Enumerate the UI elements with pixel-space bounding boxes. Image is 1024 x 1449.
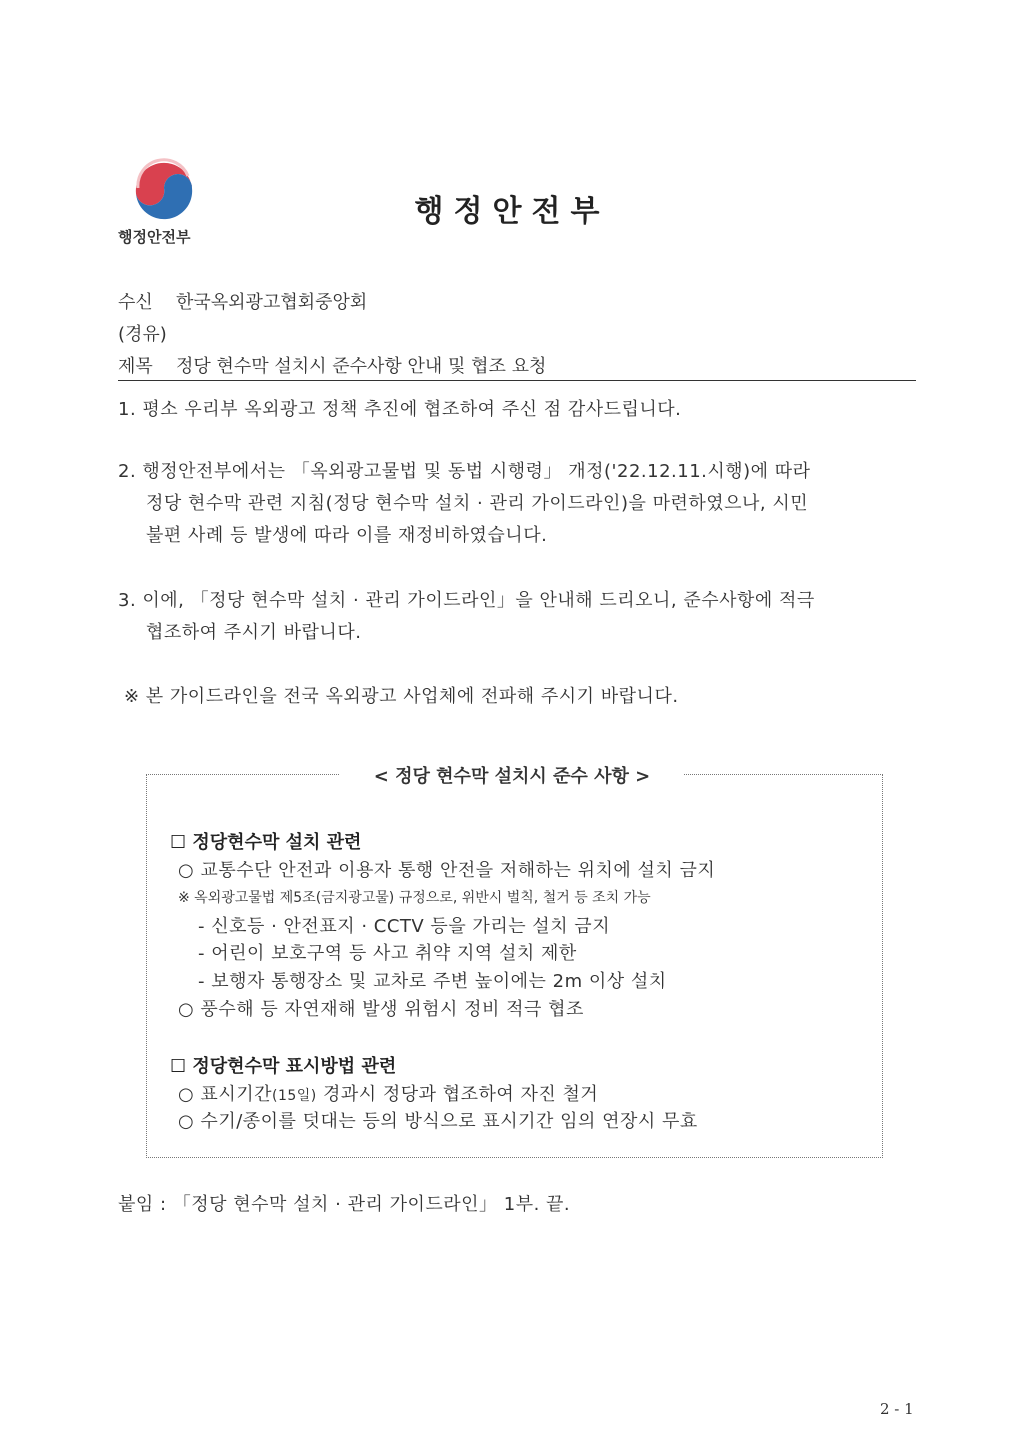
attachment-line: 붙임 : 「정당 현수막 설치 · 관리 가이드라인」 1부. 끝. — [118, 1194, 571, 1215]
section-installation-dash-1: - 신호등 · 안전표지 · CCTV 등을 가리는 설치 금지 — [198, 916, 611, 937]
via-line: (경유) — [118, 324, 167, 345]
dissemination-note: ※ 본 가이드라인을 전국 옥외광고 사업체에 전파해 주시기 바랍니다. — [124, 686, 679, 707]
subject-line — [118, 352, 546, 378]
section-installation-item-1: ○ 교통수단 안전과 이용자 통행 안전을 저해하는 위치에 설치 금지 — [178, 860, 716, 881]
recipient-line — [118, 288, 367, 314]
paragraph-3 — [118, 585, 918, 649]
paragraph-2 — [118, 456, 918, 552]
section-installation-dash-3: - 보행자 통행장소 및 교차로 주변 높이에는 2m 이상 설치 — [198, 971, 667, 992]
ministry-title: 행정안전부 — [414, 194, 610, 229]
section-display-item-2: ○ 수기/종이를 덧대는 등의 방식으로 표시기간 임의 연장시 무효 — [178, 1111, 698, 1132]
section-installation-item-2: ○ 풍수해 등 자연재해 발생 위험시 정비 적극 협조 — [178, 999, 584, 1020]
recipient-value: 한국옥외광고협회중앙회 — [176, 292, 368, 313]
paragraph-3-line-1: 3. 이에, 「정당 현수막 설치 · 관리 가이드라인」을 안내해 드리오니, 준수사항에 적극 — [118, 590, 815, 611]
section-installation-dash-2: - 어린이 보호구역 등 사고 취약 지역 설치 제한 — [198, 943, 577, 964]
guidelines-box-title: < 정당 현수막 설치시 준수 사항 > — [0, 762, 1024, 788]
section-installation-heading: ☐ 정당현수막 설치 관련 — [170, 832, 362, 853]
section-display-heading: ☐ 정당현수막 표시방법 관련 — [170, 1056, 397, 1077]
paragraph-2-line-1: 2. 행정안전부에서는 「옥외광고물법 및 동법 시행령」 개정('22.12.11.시행)에 따라 — [118, 461, 811, 482]
subject-value: 정당 현수막 설치시 준수사항 안내 및 협조 요청 — [176, 356, 547, 377]
recipient-label: 수신 — [118, 292, 153, 313]
header-divider — [118, 380, 916, 381]
section-installation-legal-note: ※ 옥외광고물법 제5조(금지광고물) 규정으로, 위반시 벌칙, 철거 등 조치 가능 — [178, 890, 651, 906]
section-display-item-1: ○ 표시기간(15일) 경과시 정당과 협조하여 자진 철거 — [178, 1084, 599, 1105]
paragraph-2-line-3: 불편 사례 등 발생에 따라 이를 재정비하였습니다. — [146, 525, 548, 546]
paragraph-2-line-2: 정당 현수막 관련 지침(정당 현수막 설치 · 관리 가이드라인)을 마련하였으나, 시민 — [146, 493, 809, 514]
paragraph-3-line-2: 협조하여 주시기 바랍니다. — [146, 622, 362, 643]
page-number: 2 - 1 — [880, 1400, 914, 1418]
paragraph-1: 1. 평소 우리부 옥외광고 정책 추진에 협조하여 주신 점 감사드립니다. — [118, 399, 682, 420]
logo-text: 행정안전부 — [118, 228, 191, 246]
subject-label: 제목 — [118, 356, 153, 377]
